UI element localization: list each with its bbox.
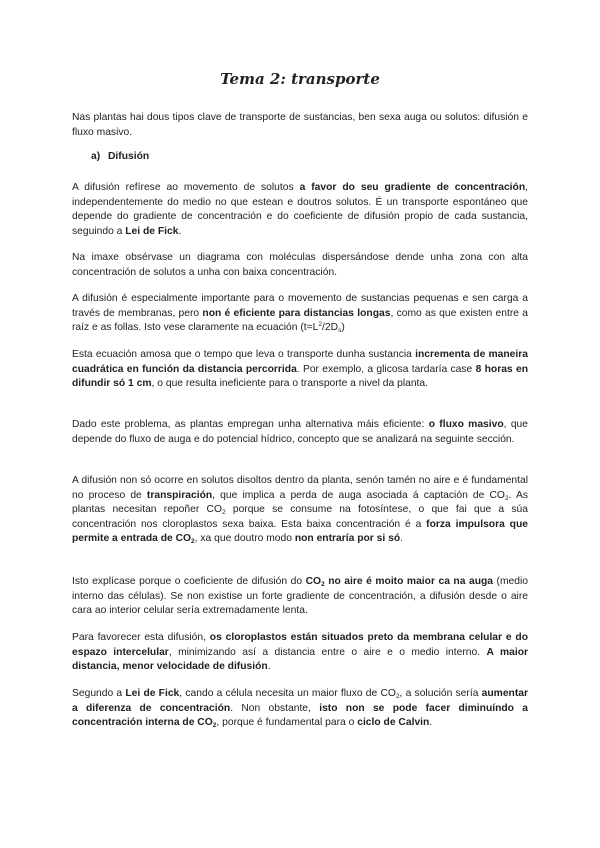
emphasis-gradient: a favor do seu gradiente de concentración	[299, 182, 526, 193]
text-run: A difusión non só ocorre en solutos disoltos dentro da planta, senón tamén no aire e é fundamental no proceso de	[72, 475, 528, 501]
emphasis-glucose-time: 8 horas en difundir só 1 cm	[72, 363, 528, 390]
text-run: porque se consume na fotosíntese, o que fai que a súa concentración nos cloroplastos sexa baixa. Esta baixa concentración é a	[72, 504, 528, 530]
emphasis-no-entry: non entraría por si só	[294, 533, 401, 545]
text-run: , porque é fundamental para o	[216, 717, 358, 729]
subscript: 2	[221, 509, 226, 517]
emphasis-fick-law: Lei de Fick	[125, 688, 180, 699]
text-run: A difusión é especialmente importante para o movemento de sustancias pequenas e sen carga a través de membranas, pero	[72, 293, 528, 319]
paragraph-fick-solution	[72, 687, 528, 731]
emphasis-mass-flow: o fluxo masivo	[428, 419, 504, 430]
emphasis-driving-force: forza impulsora que permite a entrada de $CO_2$	[72, 518, 528, 546]
paragraph-mass-flow	[72, 418, 528, 447]
text-run: , como as que existen entre a raíz e as follas. Isto vese claramente na ecuación (t=L	[72, 307, 528, 334]
subscript: 2	[212, 722, 217, 730]
text-run: .	[267, 661, 271, 673]
text-run: . As plantas necesitan repoñer CO	[72, 489, 529, 516]
text-run: .	[429, 717, 433, 729]
text-run: Dado este problema, as plantas empregan unha alternativa máis eficiente:	[72, 419, 429, 430]
emphasis-distance-velocity: A maior distancia, menor velocidade de difusión	[72, 646, 528, 673]
text-run: , a solución sería	[399, 688, 482, 699]
emphasis-fick-law: Lei de Fick	[125, 225, 179, 237]
page-title: Tema 2: transporte	[220, 70, 380, 88]
emphasis-increase-difference: aumentar a diferenza de concentración	[72, 688, 528, 714]
subscript: s	[338, 327, 342, 335]
text-run: .	[178, 225, 182, 237]
paragraph-equation	[72, 348, 528, 392]
section-label: Difusión	[108, 151, 150, 162]
paragraph-transpiration	[72, 474, 528, 547]
text-run: , minimizando así a distancia entre o aire e o medio interno.	[168, 646, 487, 658]
text-run: .	[400, 533, 403, 545]
paragraph-distance	[72, 292, 528, 336]
paragraph-chloroplasts	[72, 631, 528, 675]
text-run: /2D	[322, 322, 339, 334]
text-run: . Por exemplo, a glicosa tardaría case	[296, 363, 476, 375]
paragraph-diagram: Na imaxe obsérvase un diagrama con moléculas dispersándose dende unha zona con alta concentración de solutos a unha con baixa concentración.	[72, 252, 528, 278]
section-heading-difusion	[91, 150, 149, 165]
subscript: 2	[321, 581, 325, 588]
text-run: A difusión refírese ao movemento de solutos	[72, 182, 300, 193]
emphasis-cannot-reduce: isto non se pode facer diminuíndo a concentración interna de $CO_2$	[72, 702, 528, 730]
paragraph-co2-coefficient	[72, 575, 528, 619]
text-run: Para favorecer esta difusión,	[72, 632, 210, 643]
emphasis-calvin-cycle: ciclo de Calvin	[357, 717, 430, 729]
emphasis-chloroplast-position: os cloroplastos están situados preto da membrana celular e do espazo intercelular	[72, 632, 528, 658]
subscript: 2	[395, 693, 400, 700]
text-run: , que depende do fluxo de auga e do potencial hídrico, concepto que se analizará na seguinte sección.	[72, 419, 529, 445]
text-run: . Non obstante,	[230, 702, 320, 714]
text-run: Segundo a	[72, 688, 126, 699]
emphasis-co2-air: $CO_2$ no aire é moito maior ca na auga	[305, 576, 493, 588]
emphasis-transpiration: transpiración	[146, 489, 213, 501]
section-number: a)	[91, 151, 101, 162]
subscript: 2	[504, 494, 509, 502]
emphasis-long-distances: non é eficiente para distancias longas	[202, 307, 391, 319]
text-run: Isto explícase porque o coeficiente de difusión do	[72, 576, 306, 587]
text-run: , o que resulta ineficiente para o transporte a nivel da planta.	[151, 378, 429, 390]
subscript: 2	[191, 538, 195, 546]
text-run: (medio interno das células). Se non existise un forte gradiente de concentración, a difusión desde o aire cara ao interior celular sería extremadamente lenta.	[72, 576, 528, 617]
text-run: )	[341, 322, 345, 334]
text-run: Esta ecuación amosa que o tempo que leva o transporte dunha sustancia	[72, 349, 416, 360]
superscript: 2	[318, 321, 323, 329]
emphasis-quadratic: incrementa de maneira cuadrática en función da distancia percorrida	[72, 349, 529, 375]
text-run: , independentemente do medio no que estean e doutros solutos. É un transporte espontáneo que depende do gradiente de concentración e do coeficiente de difusión propio de cada sustancia, seguindo a	[72, 182, 528, 237]
text-run: , que implica a perda de auga asociada á captación de CO	[212, 489, 505, 501]
text-run: , xa que doutro modo	[194, 533, 295, 545]
text-run: , cando a célula necesita un maior fluxo de CO	[179, 688, 396, 699]
intro-paragraph: Nas plantas hai dous tipos clave de transporte de sustancias, ben sexa auga ou solutos: difusión e fluxo masivo.	[72, 112, 528, 138]
paragraph-difusion-definition	[72, 181, 528, 239]
